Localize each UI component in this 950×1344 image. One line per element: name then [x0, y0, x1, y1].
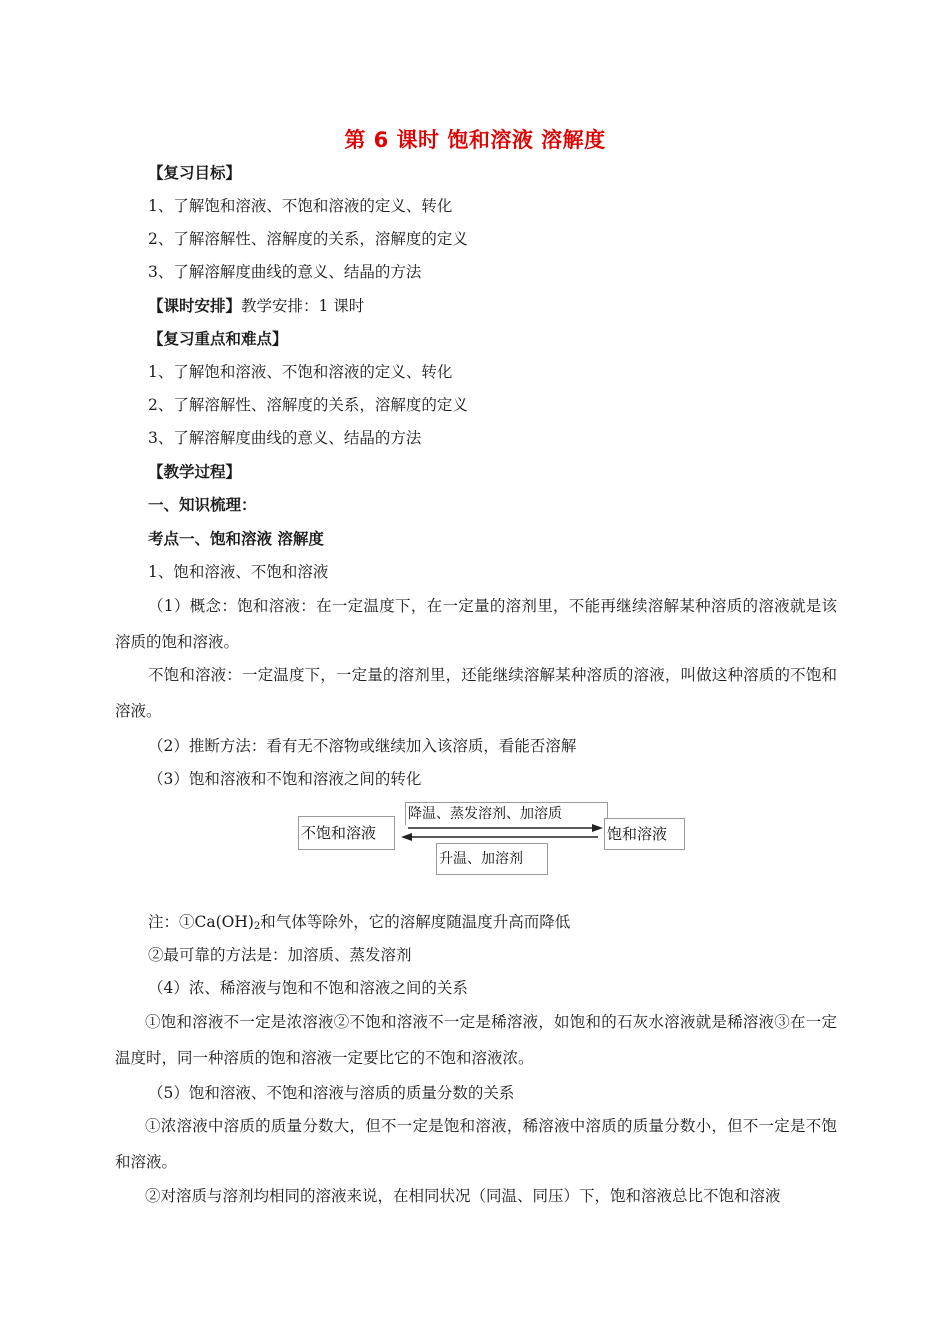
forward-arrow: [408, 824, 603, 832]
key-point-item: 1、了解饱和溶液、不饱和溶液的定义、转化: [148, 363, 453, 381]
backward-arrow: [401, 833, 598, 841]
bottom-condition-label: 升温、加溶剂: [436, 843, 548, 875]
lesson-title: 第 6 课时 饱和溶液 溶解度: [344, 128, 606, 152]
judge-method: （2）推断方法：看有无不溶物或继续加入该溶质，看能否溶解: [148, 737, 577, 755]
note-1: 注：$①Ca(OH)_2$和气体等除外，它的溶解度随温度升高而降低: [148, 913, 571, 932]
top-condition-label: 降温、蒸发溶剂、加溶质: [405, 802, 608, 825]
key-point-item: 3、了解溶解度曲线的意义、结晶的方法: [148, 429, 422, 447]
process-heading: 【教学过程】: [148, 463, 242, 481]
mass-fraction-text-2: ②对溶质与溶剂均相同的溶液来说，在相同状况（同温、同压）下，饱和溶液总比不饱和溶液: [145, 1187, 781, 1205]
relation-heading: （4）浓、稀溶液与饱和不饱和溶液之间的关系: [148, 979, 468, 997]
sub1-heading: 1、饱和溶液、不饱和溶液: [148, 563, 329, 581]
concept-paragraph: （1）概念：饱和溶液：在一定温度下，在一定量的溶剂里，不能再继续溶解某种溶质的溶液就是该溶质的饱和溶液。: [115, 597, 837, 651]
conversion-diagram: [298, 800, 688, 880]
key-points-heading: 【复习重点和难点】: [148, 330, 288, 348]
schedule-line: [148, 295, 364, 317]
saturated-box: 饱和溶液: [604, 818, 685, 850]
mass-fraction-text-1: ①浓溶液中溶质的质量分数大，但不一定是饱和溶液，稀溶液中溶质的质量分数小，但不一定是不饱和溶液。: [115, 1117, 837, 1171]
conversion-arrows: [298, 800, 688, 880]
unsaturated-definition: 不饱和溶液：一定温度下，一定量的溶剂里，还能继续溶解某种溶质的溶液，叫做这种溶质的不饱和溶液。: [115, 666, 837, 720]
unsaturated-box: 不饱和溶液: [298, 816, 395, 850]
goals-heading: 【复习目标】: [148, 164, 242, 182]
schedule-text: 教学安排：1 课时: [241, 297, 365, 315]
goal-item: 1、了解饱和溶液、不饱和溶液的定义、转化: [148, 197, 453, 215]
mass-fraction-heading: （5）饱和溶液、不饱和溶液与溶质的质量分数的关系: [148, 1084, 515, 1102]
topic1-heading: 考点一、饱和溶液 溶解度: [148, 530, 324, 548]
conversion-heading: （3）饱和溶液和不饱和溶液之间的转化: [148, 770, 422, 788]
relation-text: ①饱和溶液不一定是浓溶液②不饱和溶液不一定是稀溶液，如饱和的石灰水溶液就是稀溶液③在一定温度时，同一种溶质的饱和溶液一定要比它的不饱和溶液浓。: [115, 1013, 837, 1067]
goal-item: 3、了解溶解度曲线的意义、结晶的方法: [148, 263, 422, 281]
goal-item: 2、了解溶解性、溶解度的关系，溶解度的定义: [148, 230, 468, 248]
key-point-item: 2、了解溶解性、溶解度的关系，溶解度的定义: [148, 396, 468, 414]
part1-heading: 一、知识梳理：: [148, 496, 257, 514]
note-2: ②最可靠的方法是：加溶质、蒸发溶剂: [148, 946, 412, 964]
schedule-heading: 【课时安排】: [148, 297, 242, 315]
